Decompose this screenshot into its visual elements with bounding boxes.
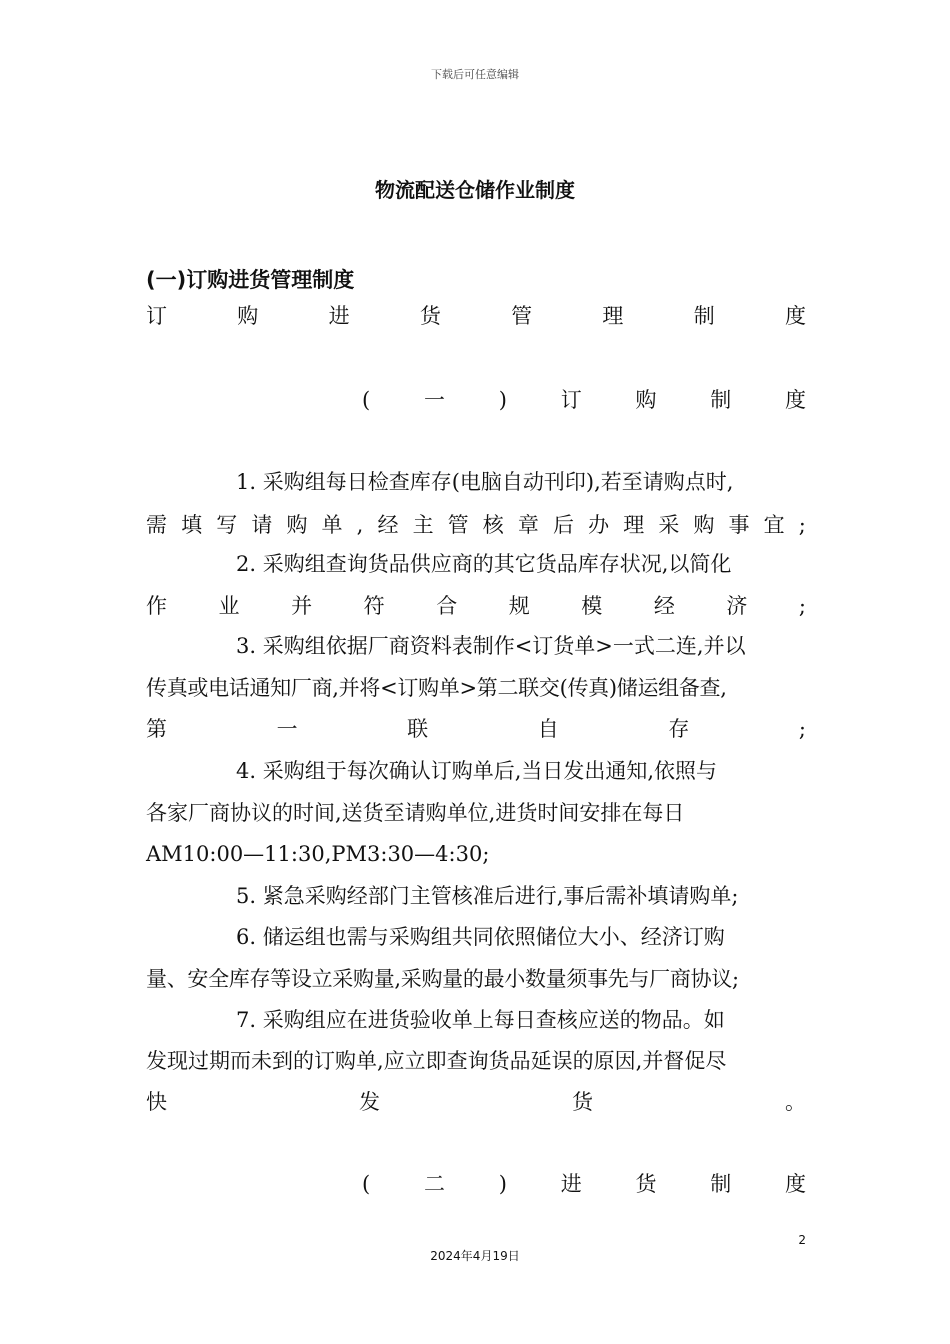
spread-char: 管: [447, 513, 469, 537]
spread-char: 第: [146, 717, 167, 741]
spread-char: ,: [356, 513, 364, 537]
item-2-line-1: 2. 采购组查询货品供应商的其它货品库存状况,以简化: [236, 552, 732, 576]
spread-char: 需: [146, 513, 167, 537]
spread-char: 单: [321, 513, 343, 537]
spread-char: 业: [218, 594, 240, 618]
spread-char: 模: [581, 594, 603, 618]
spread-char: 度: [785, 1172, 806, 1196]
spread-char: 订: [560, 388, 582, 412]
spread-char: 写: [216, 513, 238, 537]
spread-char: 填: [181, 513, 203, 537]
item-7-line-3: [146, 1088, 806, 1116]
spread-char: 二: [423, 1172, 445, 1196]
page-number: 2: [798, 1233, 806, 1247]
spread-char: 理: [602, 304, 624, 328]
spread-char: 作: [146, 594, 167, 618]
item-4-line-2: 各家厂商协议的时间,送货至请购单位,进货时间安排在每日: [146, 801, 685, 825]
item-6-line-2: 量、安全库存等设立采购量,采购量的最小数量须事先与厂商协议;: [146, 967, 739, 991]
spread-char: 货: [419, 304, 441, 328]
item-1-line-2: [146, 511, 806, 539]
item-5-line-1: 5. 紧急采购经部门主管核准后进行,事后需补填请购单;: [236, 884, 739, 908]
spread-char: 进: [328, 304, 350, 328]
spread-char: 管: [511, 304, 533, 328]
spread-char: 制: [710, 388, 732, 412]
spread-char: 济: [726, 594, 748, 618]
spread-char: ): [498, 1172, 507, 1196]
spread-char: 货: [572, 1090, 593, 1114]
spread-char: 度: [785, 388, 806, 412]
section-heading: (一)订购进货管理制度: [146, 268, 355, 292]
spread-char: 事: [728, 513, 750, 537]
spread-char: 主: [412, 513, 434, 537]
spread-char: 宜: [763, 513, 785, 537]
item-3-line-3: [146, 715, 806, 743]
spread-char: 制: [693, 304, 715, 328]
item-7-line-1: 7. 采购组应在进货验收单上每日查核应送的物品。如: [236, 1008, 725, 1032]
spread-char: 存: [668, 717, 690, 741]
spread-char: ;: [798, 513, 806, 537]
item-1-line-1: 1. 采购组每日检查库存(电脑自动刊印),若至请购点时,: [236, 470, 734, 494]
spread-char: 符: [363, 594, 385, 618]
item-3-line-2: 传真或电话通知厂商,并将<订购单>第二联交(传真)储运组备查,: [146, 676, 727, 700]
spread-char: ;: [798, 717, 806, 741]
spread-char: 。: [785, 1090, 806, 1114]
item-6-line-1: 6. 储运组也需与采购组共同依照储位大小、经济订购: [236, 925, 725, 949]
spread-char: (: [362, 388, 371, 412]
footer-date: 2024年4月19日: [430, 1249, 520, 1263]
spread-char: 经: [377, 513, 399, 537]
spread-char: 自: [537, 717, 559, 741]
spread-char: 联: [407, 717, 429, 741]
spread-char: 采: [658, 513, 680, 537]
spread-char: (: [362, 1172, 371, 1196]
spread-char: 规: [508, 594, 530, 618]
page-header-note: 下载后可任意编辑: [431, 68, 519, 81]
spread-char: 核: [482, 513, 504, 537]
subsection-receiving-heading: [362, 1170, 806, 1198]
document-title: 物流配送仓储作业制度: [375, 178, 575, 202]
spread-char: 购: [635, 388, 657, 412]
spread-char: 快: [146, 1090, 167, 1114]
spread-char: 制: [710, 1172, 732, 1196]
spread-char: 一: [276, 717, 298, 741]
spread-line-system: [146, 302, 806, 330]
spread-char: 办: [588, 513, 610, 537]
spread-char: 合: [436, 594, 458, 618]
spread-char: ;: [798, 594, 806, 618]
item-4-line-1: 4. 采购组于每次确认订购单后,当日发出通知,依照与: [236, 759, 718, 783]
spread-char: 货: [635, 1172, 657, 1196]
spread-char: ): [498, 388, 507, 412]
spread-char: 请: [251, 513, 273, 537]
item-4-line-3: AM10:00—11:30,PM3:30—4:30;: [146, 842, 490, 866]
spread-char: 度: [784, 304, 806, 328]
spread-char: 购: [286, 513, 308, 537]
spread-char: 理: [623, 513, 645, 537]
item-2-line-2: [146, 592, 806, 620]
spread-char: 并: [291, 594, 313, 618]
spread-char: 经: [653, 594, 675, 618]
item-7-line-2: 发现过期而未到的订购单,应立即查询货品延误的原因,并督促尽: [146, 1049, 727, 1073]
spread-char: 章: [517, 513, 539, 537]
item-3-line-1: 3. 采购组依据厂商资料表制作<订货单>一式二连,并以: [236, 634, 746, 658]
spread-char: 后: [553, 513, 574, 537]
spread-char: 一: [423, 388, 445, 412]
spread-char: 发: [359, 1090, 380, 1114]
subsection-ordering-heading: [362, 386, 806, 414]
spread-char: 购: [693, 513, 715, 537]
spread-char: 进: [560, 1172, 582, 1196]
spread-char: 订: [146, 304, 167, 328]
spread-char: 购: [237, 304, 259, 328]
